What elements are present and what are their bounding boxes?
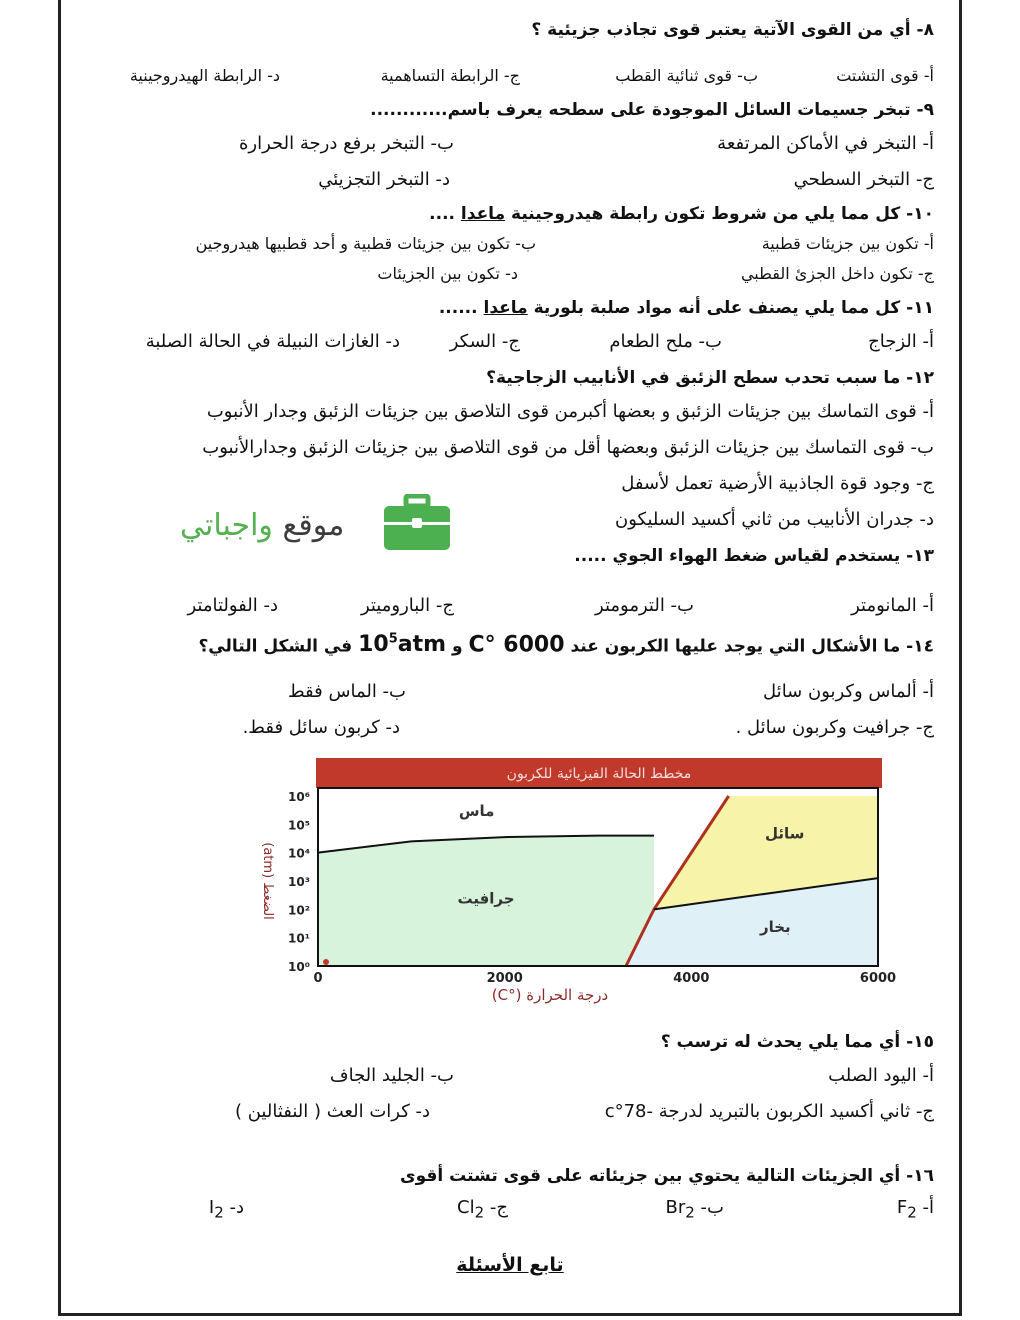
q11-dots: ...... xyxy=(438,298,484,318)
y-tick-label: 10⁴ xyxy=(288,846,310,861)
q12-option-c: ج- وجود قوة الجاذبية الأرضية تعمل لأسفل xyxy=(621,473,934,494)
q16-b-element: Br xyxy=(665,1197,686,1218)
x-tick-label: 2000 xyxy=(486,971,523,986)
q14-pressure xyxy=(358,632,446,657)
q16-option-d-label: د- xyxy=(229,1197,244,1218)
q15-option-a: أ- اليود الصلب xyxy=(828,1065,934,1086)
carbon-phase-diagram xyxy=(250,758,930,1008)
q15-option-c: ج- ثاني أكسيد الكربون بالتبريد لدرجة -78°c xyxy=(604,1101,934,1122)
q16-option-b-label: ب- xyxy=(700,1197,724,1218)
q10-option-c: ج- تكون داخل الجزئ القطبي xyxy=(740,264,934,283)
question-15: ١٥- أي مما يلي يحدث له ترسب ؟ xyxy=(660,1032,934,1052)
q13-option-a: أ- المانومتر xyxy=(851,595,934,616)
origin-dot xyxy=(323,959,329,965)
region-label-1: جرافيت xyxy=(457,889,515,908)
q14-temperature: 6000 °C xyxy=(468,632,565,658)
logo-word-1: موقع xyxy=(282,508,345,543)
q15-option-d: د- كرات العث ( النفثالين ) xyxy=(234,1101,430,1122)
q16-option-d-formula xyxy=(208,1197,224,1222)
q14-text: ١٤- ما الأشكال التي يوجد عليها الكربون عند xyxy=(570,636,934,657)
q10-dots: .... xyxy=(429,204,461,224)
q16-option-d xyxy=(209,1196,244,1225)
question-14 xyxy=(198,628,934,658)
q10-option-d: د- تكون بين الجزيئات xyxy=(377,264,518,283)
q14-pressure-base: 10 xyxy=(358,632,389,658)
q16-option-c-formula xyxy=(457,1197,485,1222)
q13-option-c: ج- الباروميتر xyxy=(360,595,454,616)
y-axis-label: الضغط (atm) xyxy=(260,842,275,920)
q8-option-a: أ- قوى التشتت xyxy=(836,66,934,85)
q13-option-d: د- الفولتامتر xyxy=(187,595,278,616)
q10-except: ماعدا xyxy=(460,204,506,224)
q16-option-b-formula xyxy=(665,1197,695,1222)
q16-a-subscript: 2 xyxy=(907,1203,917,1222)
q14-option-d: د- كربون سائل فقط. xyxy=(242,717,400,738)
q14-pressure-unit: atm xyxy=(397,632,447,658)
question-11 xyxy=(439,296,934,320)
q12-option-a: أ- قوى التماسك بين جزيئات الزئبق و بعضها أكبرمن قوى التلاصق بين جزيئات الزئبق وجدار الأنبوب xyxy=(206,401,934,422)
question-16: ١٦- أي الجزيئات التالية يحتوي بين جزيئاته على قوى تشتت أقوى xyxy=(399,1166,934,1186)
q16-b-subscript: 2 xyxy=(685,1203,695,1222)
q9-option-d: د- التبخر التجزيئي xyxy=(318,169,450,190)
q16-a-element: F xyxy=(896,1197,908,1218)
q16-option-c-label: ج- xyxy=(489,1197,508,1218)
q8-option-c: ج- الرابطة التساهمية xyxy=(380,66,520,85)
q14-option-c: ج- جرافيت وكربون سائل . xyxy=(735,717,934,738)
q10-option-b: ب- تكون بين جزيئات قطبية و أحد قطبيها هيدروجين xyxy=(195,234,536,253)
logo-word-2: واجباتي xyxy=(180,508,273,543)
q14-and: و xyxy=(451,636,463,657)
q8-option-d: د- الرابطة الهيدروجينية xyxy=(129,66,280,85)
x-axis-label: درجة الحرارة (°C) xyxy=(491,986,609,1004)
question-8: ٨- أي من القوى الآتية يعتبر قوى تجاذب جزيئية ؟ xyxy=(531,20,934,40)
q14-option-b: ب- الماس فقط xyxy=(287,681,406,702)
y-tick-label: 10¹ xyxy=(288,931,310,946)
q11-option-c: ج- السكر xyxy=(449,331,520,352)
q11-text: ١١- كل مما يلي يصنف على أنه مواد صلبة بلورية xyxy=(533,298,934,318)
q11-option-b: ب- ملح الطعام xyxy=(609,331,722,352)
q14-text-end: في الشكل التالي؟ xyxy=(198,636,353,657)
chart-title: مخطط الحالة الفيزيائية للكربون xyxy=(506,766,692,782)
x-tick-label: 0 xyxy=(313,971,323,986)
q9-option-a: أ- التبخر في الأماكن المرتفعة xyxy=(717,133,934,154)
region-label-3: بخار xyxy=(759,918,791,936)
q14-pressure-exp: 5 xyxy=(388,632,398,647)
q9-option-b: ب- التبخر برفع درجة الحرارة xyxy=(239,133,454,154)
x-tick-label: 4000 xyxy=(673,971,710,986)
q16-c-subscript: 2 xyxy=(474,1203,485,1222)
q8-option-b: ب- قوى ثنائية القطب xyxy=(615,66,758,85)
q11-except: ماعدا xyxy=(483,298,528,318)
region-label-0: ماس xyxy=(458,801,495,820)
q12-option-d: د- جدران الأنابيب من ثاني أكسيد السليكون xyxy=(615,509,934,530)
q16-option-a-formula xyxy=(896,1197,917,1222)
q16-option-a xyxy=(897,1196,934,1225)
q15-option-b: ب- الجليد الجاف xyxy=(329,1065,454,1086)
q16-option-a-label: أ- xyxy=(922,1197,934,1218)
q11-option-a: أ- الزجاج xyxy=(868,331,934,352)
question-9: ٩- تبخر جسيمات السائل الموجودة على سطحه يعرف باسم............ xyxy=(370,100,934,120)
region-label-2: سائل xyxy=(764,824,805,843)
y-tick-label: 10² xyxy=(288,903,310,918)
question-10 xyxy=(429,202,934,226)
question-13: ١٣- يستخدم لقياس ضغط الهواء الجوي ..... xyxy=(574,546,934,566)
y-tick-label: 10⁵ xyxy=(288,818,310,833)
q12-option-b: ب- قوى التماسك بين جزيئات الزئبق وبعضها أقل من قوى التلاصق بين جزيئات الزئبق وجدارالأنبوب xyxy=(202,437,934,458)
q11-option-d: د- الغازات النبيلة في الحالة الصلبة xyxy=(145,331,400,352)
q10-option-a: أ- تكون بين جزيئات قطبية xyxy=(761,234,934,253)
q13-option-b: ب- الترمومتر xyxy=(595,595,694,616)
q10-text: ١٠- كل مما يلي من شروط تكون رابطة هيدروجينية xyxy=(511,204,934,224)
y-tick-label: 10⁰ xyxy=(288,960,310,974)
site-logo-text xyxy=(180,508,344,543)
footer-continue: تابع الأسئلة xyxy=(456,1254,564,1276)
q16-c-element: Cl xyxy=(457,1197,475,1218)
q14-option-a: أ- ألماس وكربون سائل xyxy=(763,681,934,702)
q9-option-c: ج- التبخر السطحي xyxy=(793,169,934,190)
y-tick-label: 10³ xyxy=(288,875,310,889)
q16-option-b xyxy=(666,1196,724,1225)
q16-d-element: I xyxy=(208,1197,215,1218)
q16-option-c xyxy=(457,1196,508,1225)
briefcase-icon xyxy=(382,494,452,554)
q16-d-subscript: 2 xyxy=(214,1203,224,1222)
question-12: ١٢- ما سبب تحدب سطح الزئبق في الأنابيب الزجاجية؟ xyxy=(486,368,934,388)
x-tick-label: 6000 xyxy=(859,971,897,986)
y-tick-label: 10⁶ xyxy=(288,790,310,804)
